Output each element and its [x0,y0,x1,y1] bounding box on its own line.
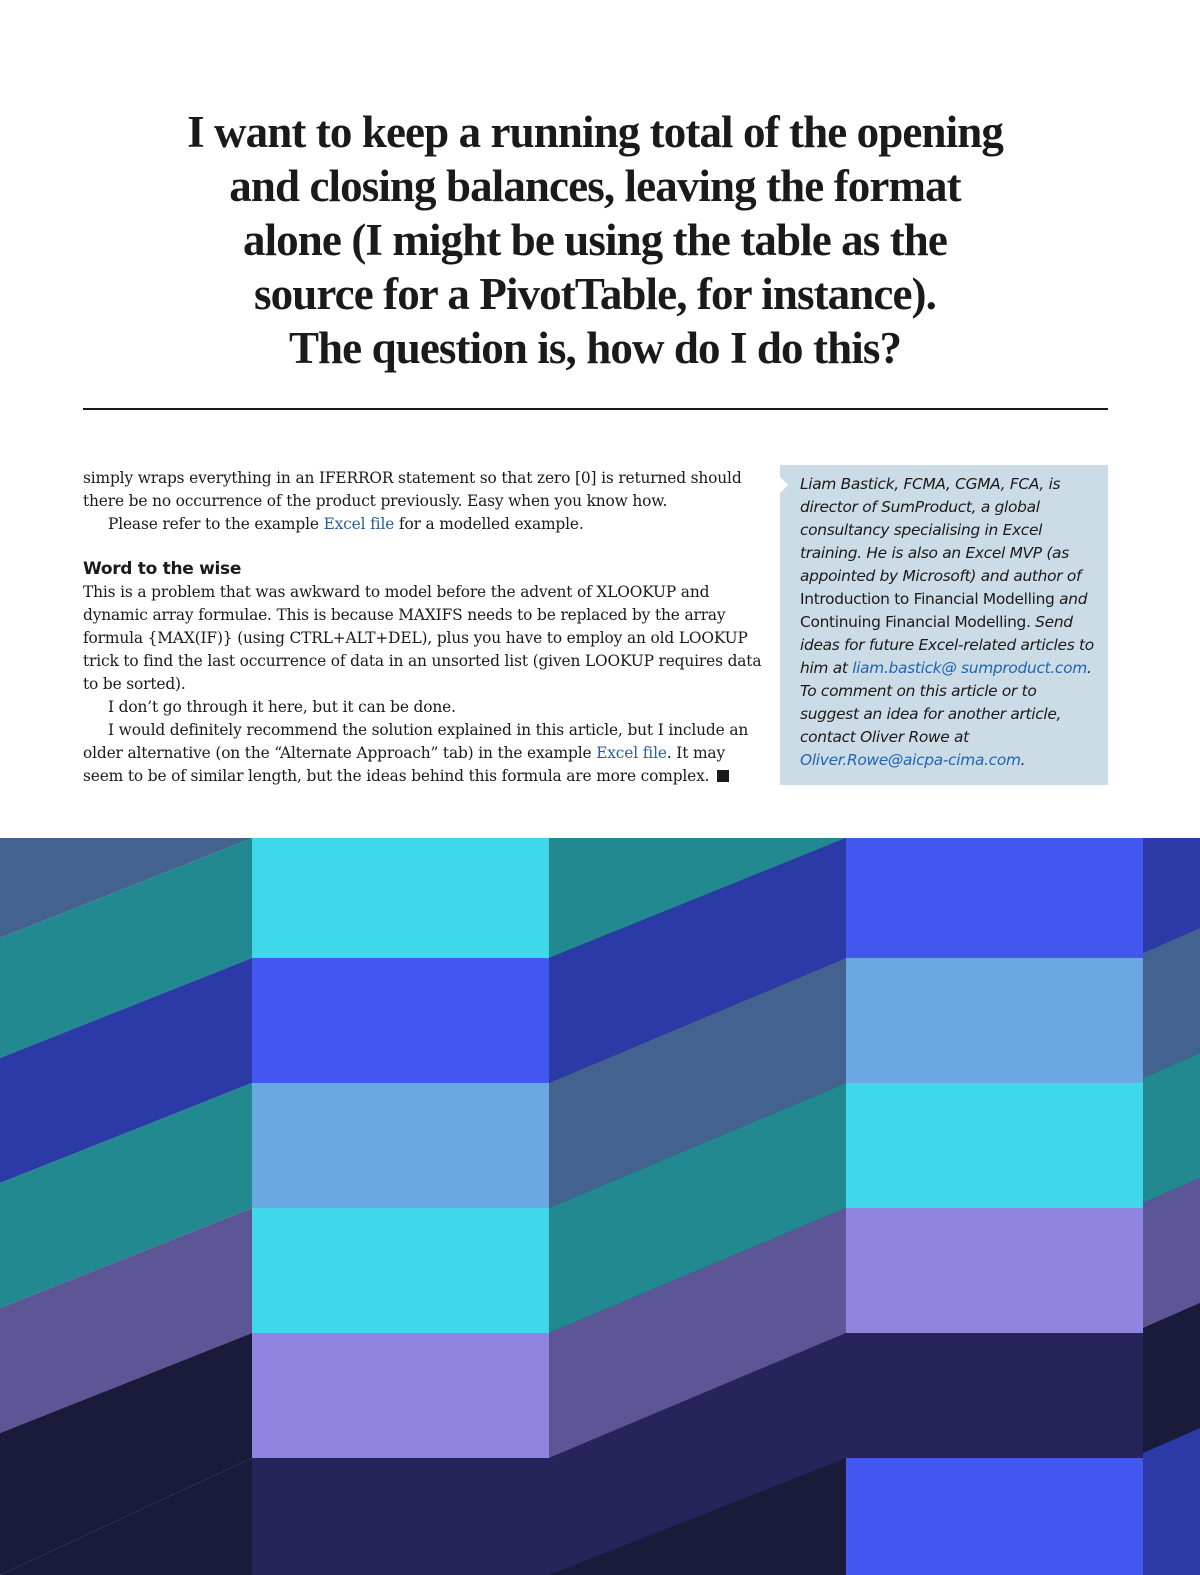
book-title: Continuing Financial Modelling. [800,613,1031,631]
paragraph: This is a problem that was awkward to model before the advent of XLOOKUP and dynamic array formulae. This is because MAXIFS needs to be replaced by the array formula {MAX(IF)} (using CTRL+ALT+DEL), plus you have to employ an old LOOKUP trick to find the last occurrence of data in an unsorted list (given LOOKUP requires data to be sorted). [83,583,762,693]
art-block [252,1083,549,1208]
art-stripe [1143,1428,1200,1575]
pull-quote-line: and closing balances, leaving the format [229,161,961,211]
art-block [846,1208,1143,1333]
bio-text: Liam Bastick, FCMA, CGMA, FCA, is director of SumProduct, a global consultancy specialising in Excel training. He is also an Excel MVP (as appointed by Microsoft) and author of [800,475,1082,585]
end-of-article-mark [717,770,729,782]
excel-file-link[interactable]: Excel file [596,744,667,762]
art-block [252,958,549,1083]
text-run: Please refer to the example [108,515,324,533]
paragraph: I don’t go through it here, but it can be done. [108,698,456,716]
bio-text: . To comment on this article or to suggest an idea for another article, contact Oliver Rowe at [800,659,1092,746]
pull-quote-line: I want to keep a running total of the opening [187,107,1003,157]
art-stripe [1143,1303,1200,1453]
pull-quote-line: The question is, how do I do this? [288,323,902,373]
pull-quote [170,105,1020,375]
art-block [846,958,1143,1083]
pull-quote-line: source for a PivotTable, for instance). [254,269,936,319]
author-email-link[interactable]: liam.bastick@ sumproduct.com [852,659,1087,677]
bio-text: . [1020,751,1026,769]
art-block [846,838,1143,958]
article-body [83,467,763,788]
author-bio-box [780,465,1108,785]
text-run: for a modelled example. [394,515,584,533]
art-block [252,1333,549,1458]
art-block [252,1208,549,1333]
section-divider [83,408,1108,410]
art-stripe [1143,928,1200,1078]
decorative-geometric-artwork [0,838,1200,1575]
paragraph: simply wraps everything in an IFERROR statement so that zero [0] is returned should there be no occurrence of the product previously. Easy when you know how. [83,469,742,510]
pull-quote-line: alone (I might be using the table as the [242,215,948,265]
text-run: . It may seem to be of similar length, but the ideas behind this formula are more complex. [83,744,726,785]
art-stripe [1143,1178,1200,1328]
art-block [846,1333,1143,1458]
art-block [252,1458,549,1575]
excel-file-link[interactable]: Excel file [323,515,395,533]
paragraph [83,513,763,536]
art-block [846,1458,1143,1575]
section-heading: Word to the wise [83,559,242,579]
art-block [252,838,549,958]
book-title: Introduction to Financial Modelling [800,590,1055,608]
editor-email-link[interactable]: Oliver.Rowe@aicpa-cima.com [800,751,1021,769]
bio-pointer-notch [780,477,788,493]
bio-text: and [1054,590,1088,608]
art-stripe [1143,1053,1200,1203]
bio-text: Send ideas for future Excel-related articles to him at [800,613,1094,677]
text-run: I would definitely recommend the solution explained in this article, but I include an older alternative (on the “Alternate Approach” tab) in the example [83,721,749,762]
art-block [846,1083,1143,1208]
paragraph [83,719,763,788]
